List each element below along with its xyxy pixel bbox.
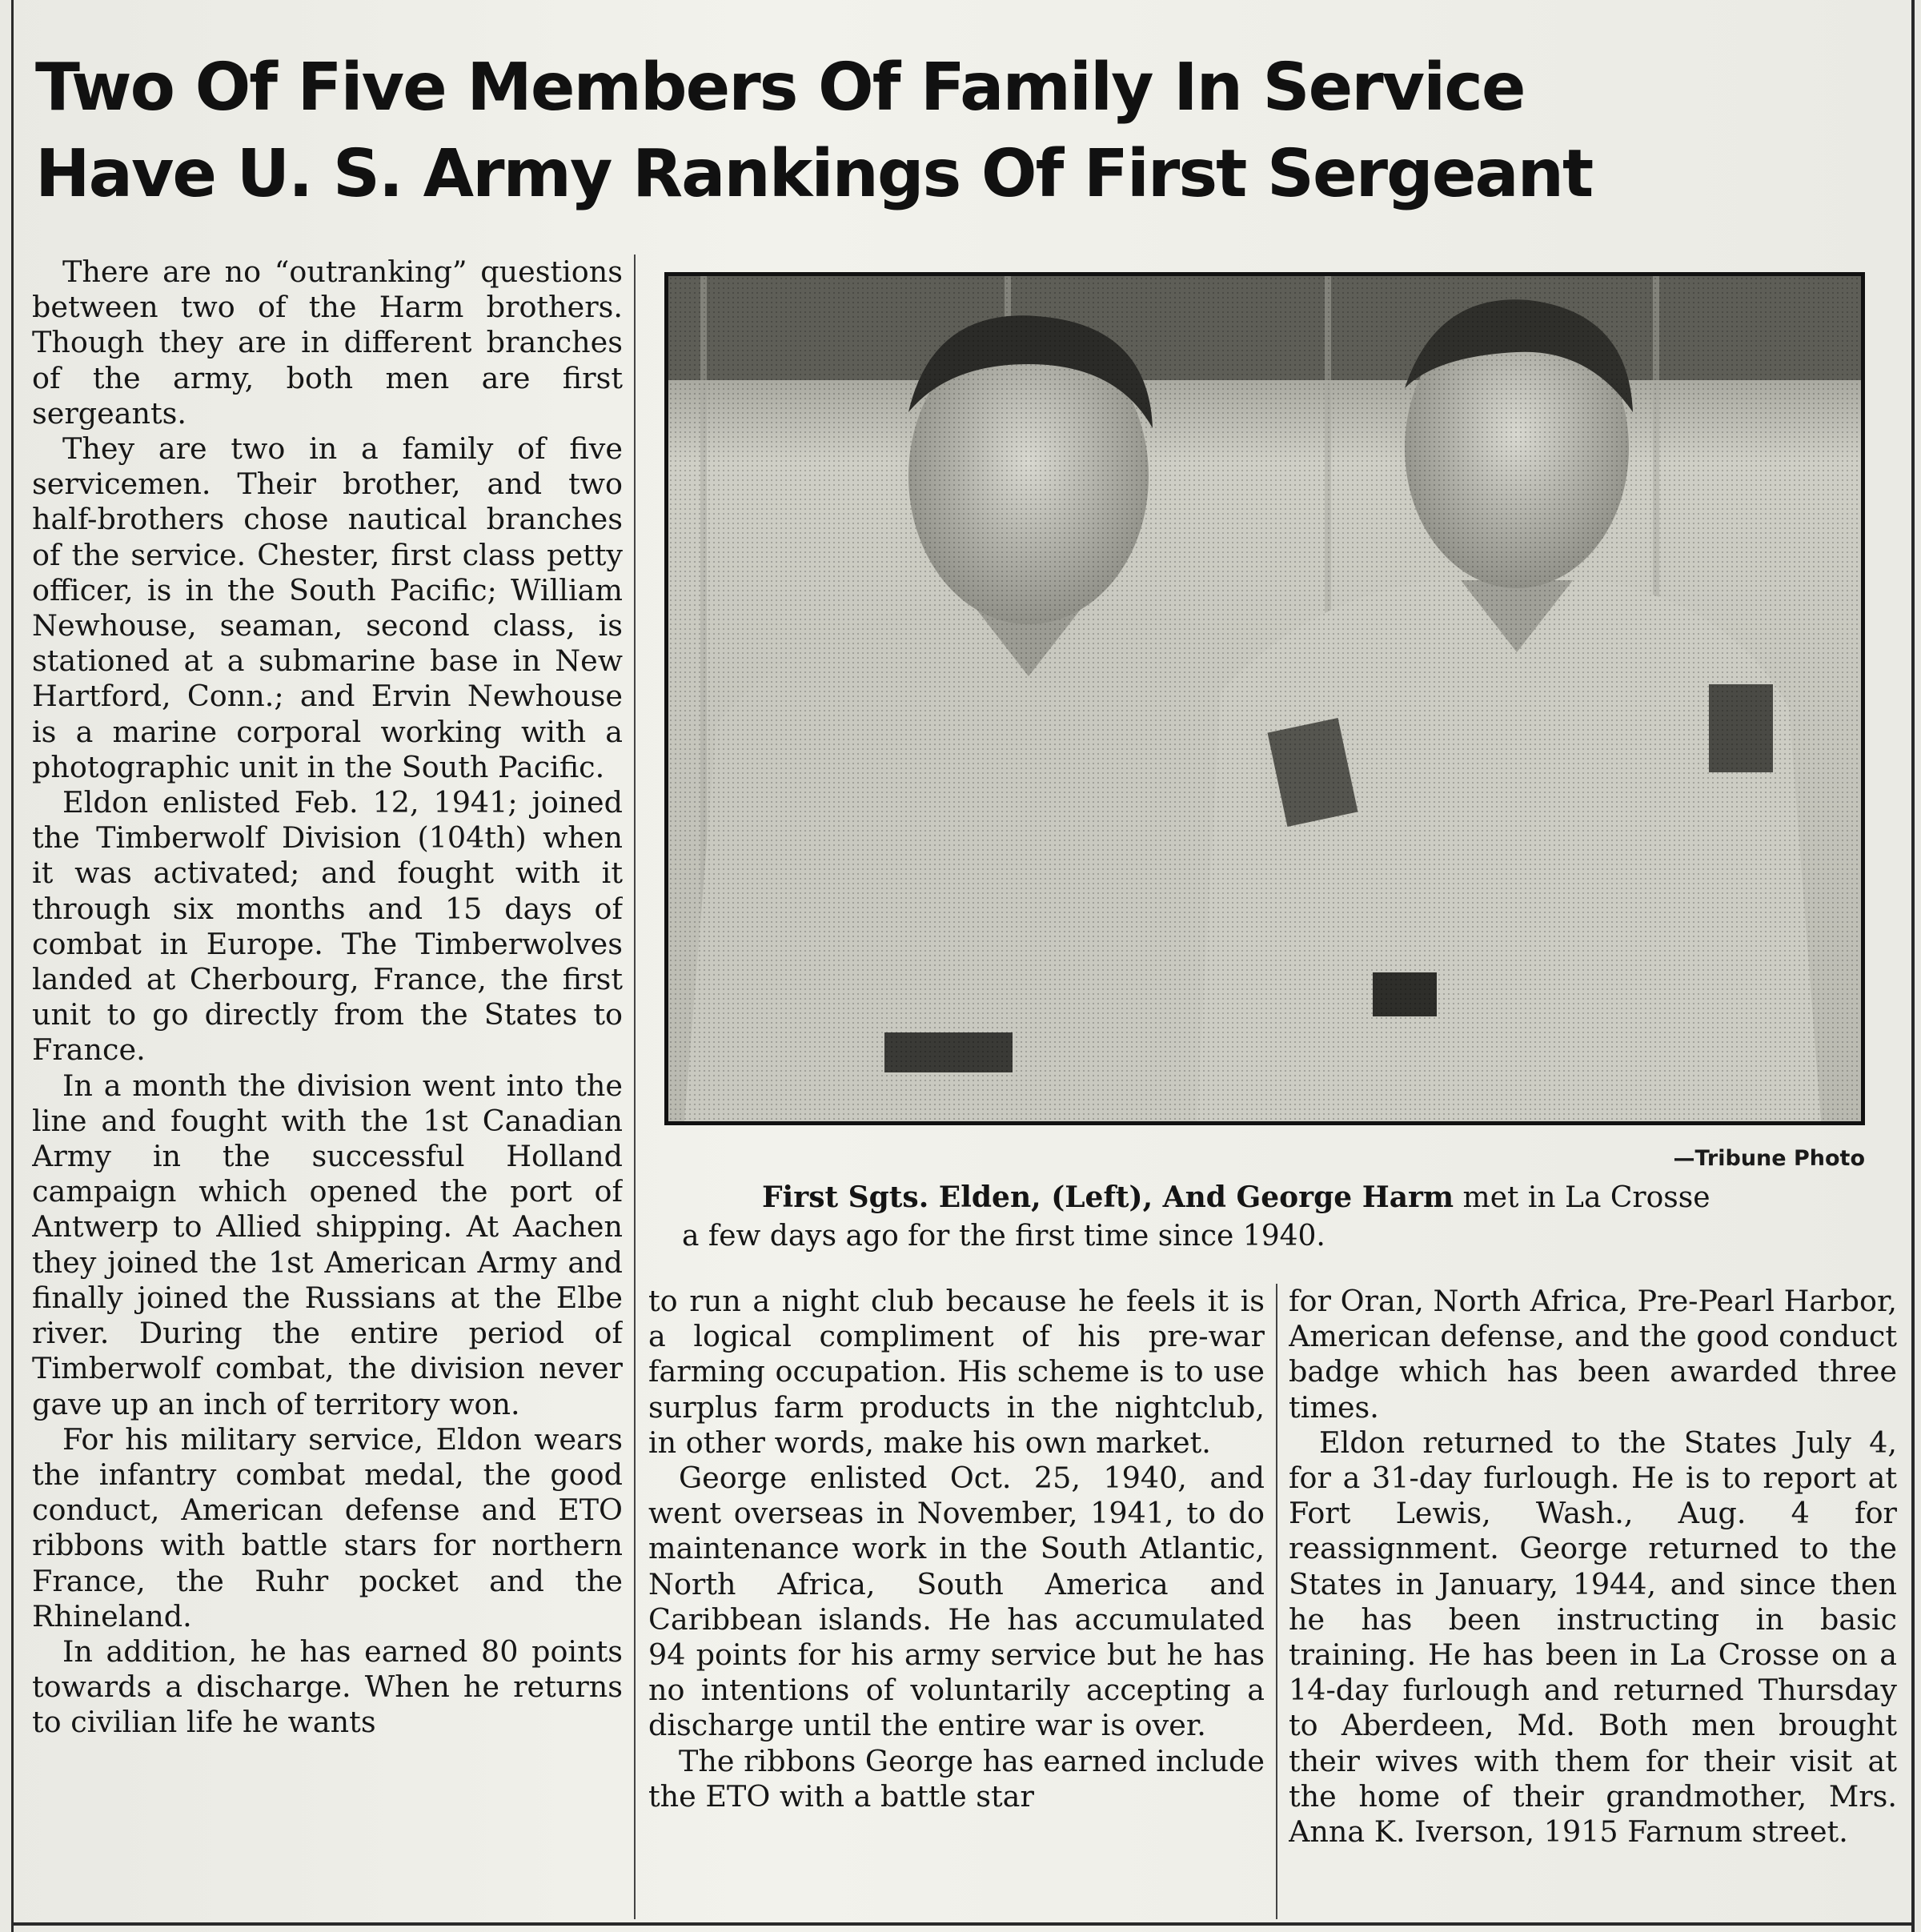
caption-names: First Sgts. Elden, (Left), And George Harm <box>762 1180 1454 1214</box>
headline <box>35 45 1860 218</box>
right-border-rule <box>1911 0 1915 1932</box>
bottom-border-rule <box>11 1922 1915 1926</box>
headline-line-1: Two Of Five Members Of Family In Service <box>35 50 1525 126</box>
article-column-3 <box>1289 1284 1897 1922</box>
photo-image <box>668 276 1861 1121</box>
paragraph: They are two in a family of five servicemen. Their brother, and two half-brothers chose nautical branches of the service. Chester, first class petty officer, is in the South Pacific; William Newhouse, seaman, second class, is stationed at a submarine base in New Hartford, Conn.; and Ervin Newhouse is a marine corporal working with a photographic unit in the South Pacific. <box>32 431 623 784</box>
paragraph: George enlisted Oct. 25, 1940, and went overseas in November, 1941, to do maintenance work in the South Atlantic, North Africa, South America and Caribbean islands. He has accumulated 94 points for his army service but he has no intentions of voluntarily accepting a discharge until the entire war is over. <box>648 1461 1265 1743</box>
paragraph: The ribbons George has earned include the ETO with a battle star <box>648 1743 1265 1814</box>
caption-line-1 <box>682 1178 1867 1217</box>
paragraph: Eldon returned to the States July 4, for a 31-day furlough. He is to report at Fort Lewis, Wash., Aug. 4 for reassignment. George returned to the States in January, 1944, and since then he has been instructing in basic training. He has been in La Crosse on a 14-day furlough and returned Thursday to Aberdeen, Md. Both men brought their wives with them for their visit at the home of their grandmother, Mrs. Anna K. Iverson, 1915 Farnum street. <box>1289 1425 1897 1850</box>
paragraph: In a month the division went into the line and fought with the 1st Canadian Army in the successful Holland campaign which opened the port of Antwerp to Allied shipping. At Aachen they joined the 1st American Army and finally joined the Russians at the Elbe river. During the entire period of Timberwolf combat, the division never gave up an inch of territory won. <box>32 1068 623 1421</box>
article-column-2 <box>648 1284 1265 1922</box>
paragraph: for Oran, North Africa, Pre-Pearl Harbor, American defense, and the good conduct badge which has been awarded three times. <box>1289 1284 1897 1425</box>
paragraph: to run a night club because he feels it is a logical compliment of his pre-war farming occupation. His scheme is to use surplus farm products in the nightclub, in other words, make his own market. <box>648 1284 1265 1460</box>
paragraph: In addition, he has earned 80 points towards a discharge. When he returns to civilian life he wants <box>32 1633 623 1740</box>
article-column-1 <box>32 255 623 1922</box>
caption-rest: met in La Crosse <box>1454 1181 1710 1214</box>
column-divider-2 <box>1276 1284 1277 1919</box>
photo-credit: —Tribune Photo <box>1673 1146 1865 1171</box>
caption-line-2: a few days ago for the first time since 1940. <box>682 1220 1325 1253</box>
left-border-rule <box>11 0 14 1932</box>
headline-line-2: Have U. S. Army Rankings Of First Sergeant <box>35 136 1593 212</box>
photo-caption <box>682 1178 1867 1256</box>
column-divider-1 <box>634 255 636 1919</box>
paragraph: Eldon enlisted Feb. 12, 1941; joined the Timberwolf Division (104th) when it was activated; and fought with it through six months and 15 days of combat in Europe. The Timberwolves landed at Cherbourg, France, the first unit to go directly from the States to France. <box>32 785 623 1068</box>
paragraph: For his military service, Eldon wears the infantry combat medal, the good conduct, American defense and ETO ribbons with battle stars for northern France, the Ruhr pocket and the Rhineland. <box>32 1421 623 1633</box>
paragraph: There are no “outranking” questions between two of the Harm brothers. Though they are in different branches of the army, both men are first sergeants. <box>32 255 623 431</box>
photo-two-sergeants <box>664 272 1865 1125</box>
